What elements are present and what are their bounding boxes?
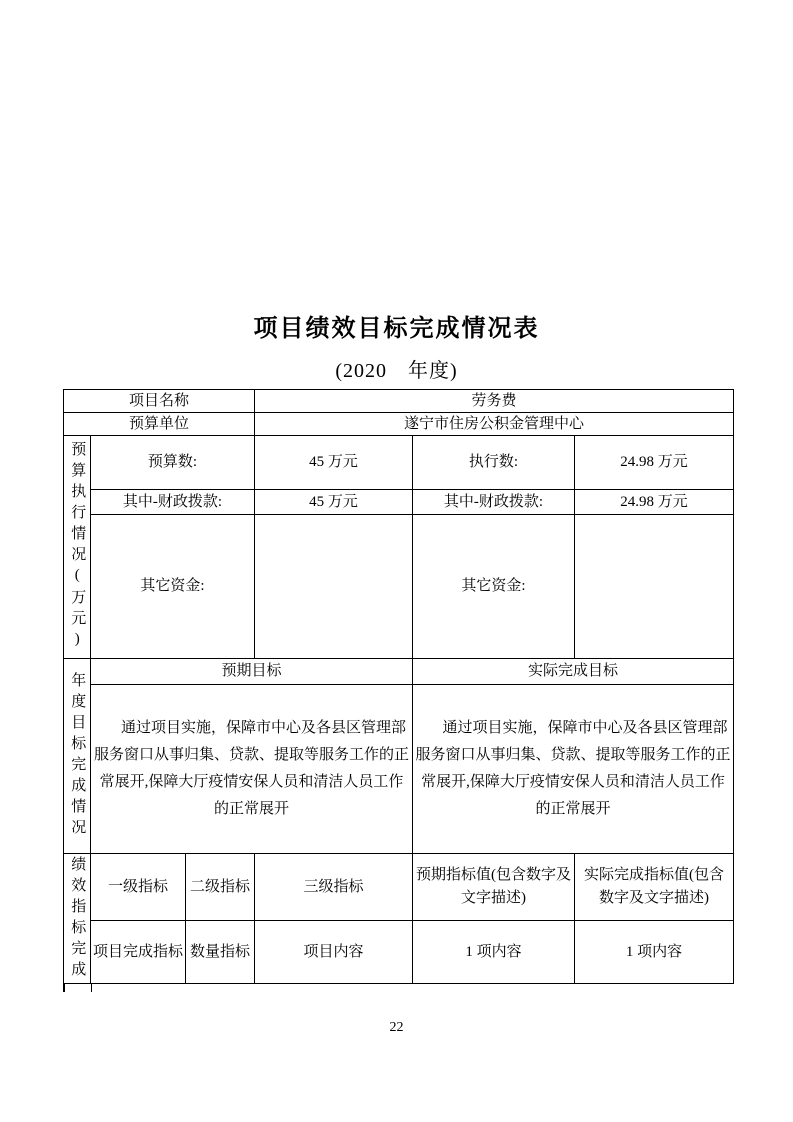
budget-number-label: 预算数:: [91, 436, 255, 490]
annual-goal-vertical-label: 年度目标完成情况: [69, 672, 86, 840]
indicator-header-level3: 三级指标: [255, 854, 413, 921]
budget-unit-label: 预算单位: [64, 413, 255, 436]
actual-goal-text: 通过项目实施，保障市中心及各县区管理部服务窗口从事归集、贷款、提取等服务工作的正常展开,保障大厅疫情安保人员和清洁人员工作的正常展开: [413, 685, 734, 854]
other-funds-label-budget: 其它资金:: [91, 515, 255, 659]
indicator-data-row: [64, 921, 734, 984]
project-name-row: [64, 390, 734, 413]
indicator-header-expected-value: 预期指标值(包含数字及文字描述): [413, 854, 575, 921]
indicator-section-label-cell: [64, 854, 91, 984]
indicator-level2-value: 数量指标: [186, 921, 255, 984]
budget-number-value: 45 万元: [255, 436, 413, 490]
fiscal-allocation-label-budget: 其中-财政拨款:: [91, 490, 255, 515]
project-name-label: 项目名称: [64, 390, 255, 413]
other-funds-row: [64, 515, 734, 659]
expected-goal-text: 通过项目实施，保障市中心及各县区管理部服务窗口从事归集、贷款、提取等服务工作的正常展开,保障大厅疫情安保人员和清洁人员工作的正常展开: [91, 685, 413, 854]
indicator-header-row: [64, 854, 734, 921]
execution-number-label: 执行数:: [413, 436, 575, 490]
indicator-level3-value: 项目内容: [255, 921, 413, 984]
indicator-header-actual-value: 实际完成指标值(包含数字及文字描述): [575, 854, 734, 921]
budget-number-row: [64, 436, 734, 490]
fiscal-allocation-value-budget: 45 万元: [255, 490, 413, 515]
page-number: 22: [389, 1020, 404, 1035]
fiscal-allocation-value-execution: 24.98 万元: [575, 490, 734, 515]
annual-goal-section-label-cell: [64, 659, 91, 854]
fiscal-allocation-label-execution: 其中-财政拨款:: [413, 490, 575, 515]
indicator-header-level2: 二级指标: [186, 854, 255, 921]
other-funds-label-execution: 其它资金:: [413, 515, 575, 659]
execution-number-value: 24.98 万元: [575, 436, 734, 490]
budget-unit-value: 遂宁市住房公积金管理中心: [255, 413, 734, 436]
other-funds-value-budget: [255, 515, 413, 659]
budget-unit-row: [64, 413, 734, 436]
budget-section-vertical-label: 预算执行情况(万元): [69, 441, 86, 653]
goal-text-row: [64, 685, 734, 854]
budget-section-label-cell: [64, 436, 91, 659]
indicator-level1-value: 项目完成指标: [91, 921, 186, 984]
project-name-value: 劳务费: [255, 390, 734, 413]
indicator-section-vertical-label: 绩效指标完成: [69, 855, 86, 982]
table-continuation-lines: [63, 983, 92, 992]
indicator-header-level1: 一级指标: [91, 854, 186, 921]
indicator-expected-value: 1 项内容: [413, 921, 575, 984]
goal-header-row: [64, 659, 734, 685]
actual-goal-header: 实际完成目标: [413, 659, 734, 685]
other-funds-value-execution: [575, 515, 734, 659]
indicator-actual-value: 1 项内容: [575, 921, 734, 984]
fiscal-allocation-row: [64, 490, 734, 515]
performance-table: [63, 389, 734, 984]
document-title: 项目绩效目标完成情况表: [253, 316, 540, 342]
expected-goal-header: 预期目标: [91, 659, 413, 685]
document-year-subtitle: (2020 年度): [335, 360, 458, 382]
